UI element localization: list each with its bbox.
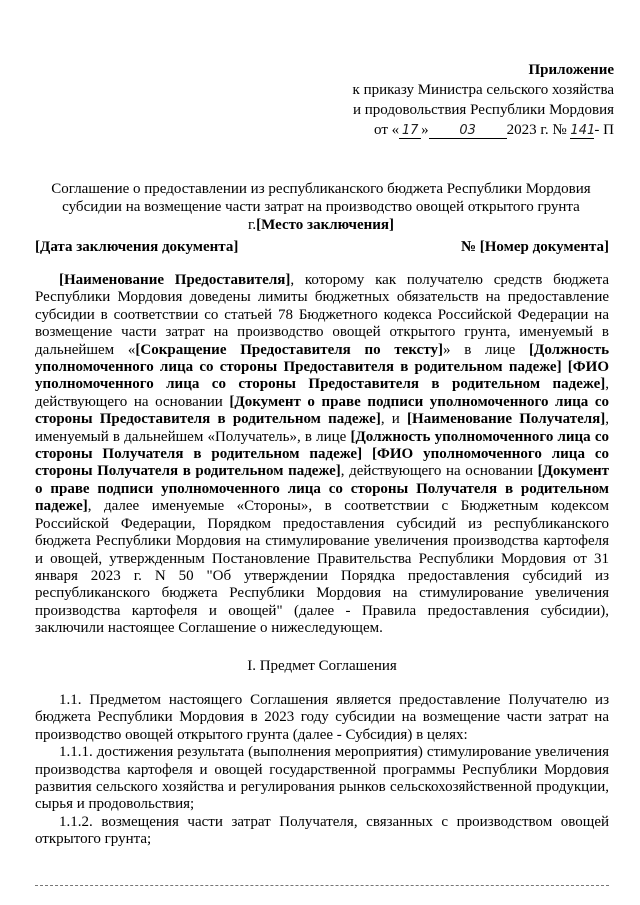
place-placeholder: [Место заключения] bbox=[256, 217, 395, 233]
page-bottom-rule bbox=[35, 885, 609, 886]
number-suffix: - П bbox=[594, 122, 614, 138]
intro-space-2 bbox=[362, 446, 372, 462]
heading-line-2: субсидии на возмещение части затрат на производство овощей открытого грунта bbox=[62, 199, 580, 215]
handwritten-day: 17 bbox=[399, 124, 421, 139]
section-1-title: I. Предмет Соглашения bbox=[247, 658, 397, 674]
intro-paragraph bbox=[35, 272, 609, 638]
clause-1-1-2: 1.1.2. возмещения части затрат Получателя, связанных с производством овощей открытого грунта; bbox=[35, 813, 609, 848]
intro-text-4: , и bbox=[380, 411, 408, 428]
intro-body bbox=[35, 272, 609, 638]
provider-name-placeholder: [Наименование Предоставителя] bbox=[59, 272, 291, 288]
heading-line-1: Соглашение о предоставлении из республиканского бюджета Республики Мордовия bbox=[51, 181, 591, 197]
intro-text-6: , действующего на основании bbox=[340, 463, 538, 480]
provider-authority-doc-placeholder: [Документ о праве подписи уполномоченного лица со стороны Предоставителя в родительном падеже] bbox=[35, 393, 609, 428]
intro-text-3: , действующего на основании bbox=[35, 376, 609, 410]
recipient-fio-placeholder: [ФИО уполномоченного лица со стороны Получателя в родительном падеже] bbox=[35, 446, 610, 480]
appendix-order-line: к приказу Министра сельского хозяйства bbox=[352, 82, 614, 98]
recipient-name-placeholder: [Наименование Получателя] bbox=[407, 411, 606, 428]
appendix-block bbox=[314, 60, 614, 140]
clause-1-1-1: 1.1.1. достижения результата (выполнения мероприятия) стимулирование увеличения производства картофеля и овощей государственной программы Республики Мордовия развития сельского хозяйства и регулирования рынков сельскохозяйственной продукции, сырья и продовольствия; bbox=[35, 744, 609, 813]
heading-place bbox=[34, 216, 608, 234]
date-prefix: от « bbox=[374, 122, 400, 138]
appendix-date-line bbox=[314, 120, 614, 140]
provider-position-placeholder: [Должность уполномоченного лица со стороны Предоставителя в родительном падеже] bbox=[35, 341, 610, 376]
date-placeholder: [Дата заключения документа] bbox=[35, 239, 239, 255]
handwritten-month: 03 bbox=[429, 124, 507, 139]
appendix-ministry-line: и продовольствия Республики Мордовия bbox=[353, 102, 614, 118]
appendix-title: Приложение bbox=[528, 62, 614, 78]
intro-text-7: , далее именуемые «Стороны», в соответствии с Бюджетным кодексом Российской Федерации, Порядком предоставления субсидий из республиканского бюджета Республики Мордовия на стимулирование увеличения производства картофеля и овощей, утвержденным Постановление Правительства Республики Мордовия от 31 января 2023 г. N 50 "Об утверждении Порядка предоставления субсидий из республиканского бюджета Республики Мордовия на стимулирование увеличения производства картофеля и овощей" (далее - Правила предоставления субсидии), заключили настоящее Соглашение о нижеследующем. bbox=[35, 498, 609, 637]
clause-1-1: 1.1. Предметом настоящего Соглашения является предоставление Получателю из бюджета Республики Мордовия в 2023 году субсидии на возмещение части затрат на производство овощей открытого грунта (далее - Субсидия) в целях: bbox=[35, 692, 609, 743]
provider-fio-placeholder: [ФИО уполномоченного лица со стороны Предоставителя в родительном падеже] bbox=[35, 359, 610, 393]
date-mid: » bbox=[421, 122, 429, 138]
number-placeholder: № [Номер документа] bbox=[460, 239, 609, 255]
intro-text-2: » в лице bbox=[443, 341, 529, 358]
year-text: 2023 г. № bbox=[506, 122, 567, 138]
recipient-position-placeholder: [Должность уполномоченного лица со стороны Получателя в родительном падеже] bbox=[35, 428, 609, 463]
meta-row bbox=[35, 239, 609, 256]
recipient-authority-doc-placeholder: [Документ о праве подписи уполномоченного лица со стороны Получателя в родительном падеже] bbox=[35, 463, 609, 515]
provider-abbreviation-placeholder: [Сокращение Предоставителя по тексту] bbox=[135, 341, 444, 358]
handwritten-number: 141 bbox=[570, 123, 596, 138]
intro-text-5: , именуемый в дальнейшем «Получатель», в лице bbox=[35, 411, 610, 445]
intro-text-1: , которому как получателю средств бюджета Республики Мордовия доведены лимиты бюджетных обязательств на предоставление субсидии в соответствии со статьей 78 Бюджетного кодекса Российской Федерации на возмещение части затрат на производство овощей открытого грунта, именуемый в дальнейшем « bbox=[35, 272, 609, 358]
place-prefix: г. bbox=[247, 217, 257, 233]
section-1-body bbox=[35, 692, 609, 849]
agreement-heading bbox=[34, 180, 608, 234]
